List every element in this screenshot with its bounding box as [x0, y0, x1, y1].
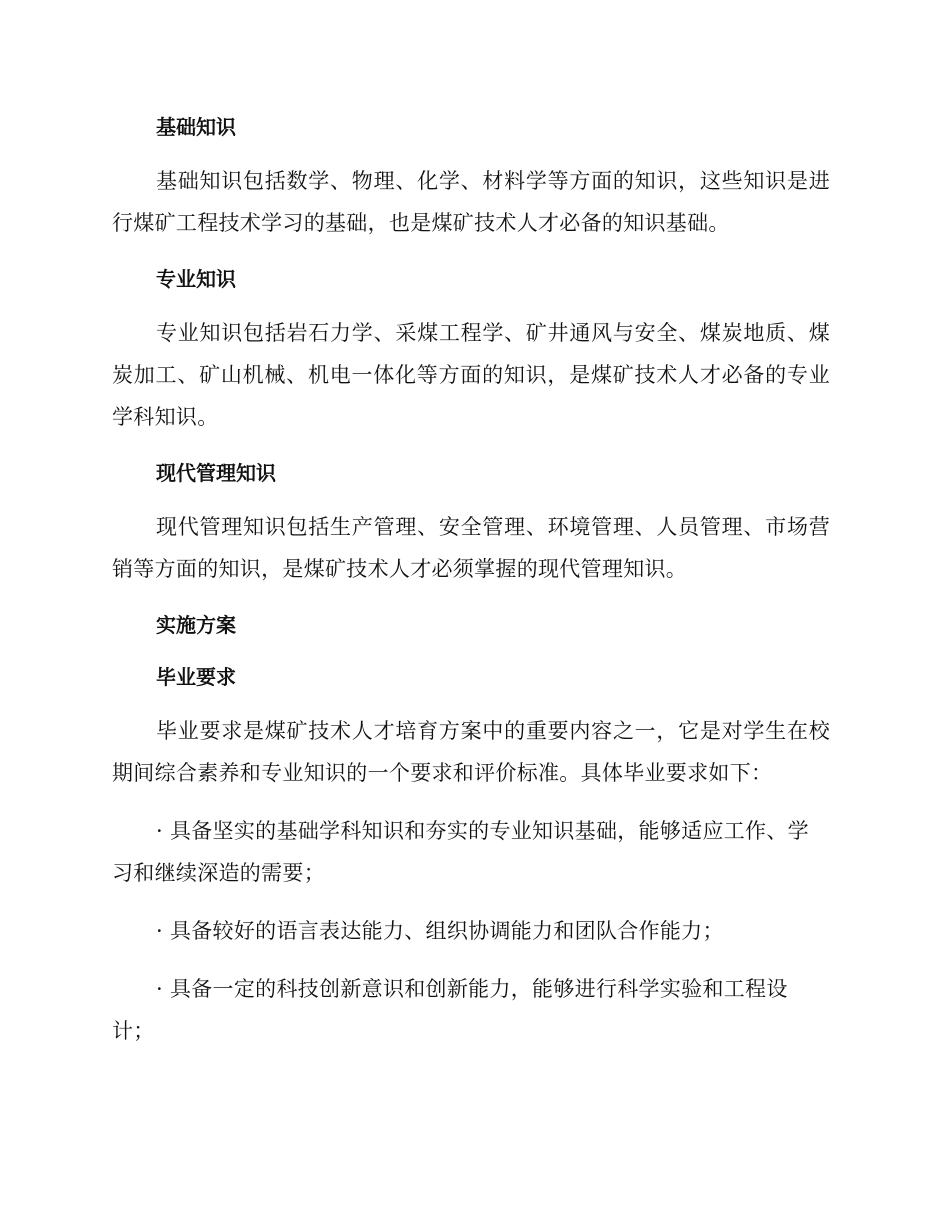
section-paragraph-management: 现代管理知识包括生产管理、安全管理、环境管理、人员管理、市场营销等方面的知识，是煤矿技术人才必须掌握的现代管理知识。	[112, 515, 830, 581]
section-paragraph-basic: 基础知识包括数学、物理、化学、材料学等方面的知识，这些知识是进行煤矿工程技术学习的基础，也是煤矿技术人才必备的知识基础。	[112, 169, 830, 235]
graduation-requirements-paragraph: 毕业要求是煤矿技术人才培育方案中的重要内容之一，它是对学生在校期间综合素养和专业知识的一个要求和评价标准。具体毕业要求如下：	[112, 719, 830, 785]
requirement-list-item: · 具备坚实的基础学科知识和夯实的专业知识基础，能够适应工作、学习和继续深造的需要；	[112, 819, 809, 885]
document-body	[112, 108, 830, 1068]
section-heading-implementation: 实施方案	[156, 613, 236, 637]
requirement-list-item: · 具备一定的科技创新意识和创新能力，能够进行科学实验和工程设计；	[112, 977, 788, 1043]
section-paragraph-professional: 专业知识包括岩石力学、采煤工程学、矿井通风与安全、煤炭地质、煤炭加工、矿山机械、机电一体化等方面的知识，是煤矿技术人才必备的专业学科知识。	[112, 321, 830, 429]
subsection-heading-graduation: 毕业要求	[156, 665, 236, 689]
section-heading-basic: 基础知识	[156, 115, 236, 139]
section-heading-management: 现代管理知识	[156, 461, 276, 485]
section-heading-professional: 专业知识	[156, 267, 236, 291]
requirement-list-item: · 具备较好的语言表达能力、组织协调能力和团队合作能力；	[156, 919, 724, 943]
